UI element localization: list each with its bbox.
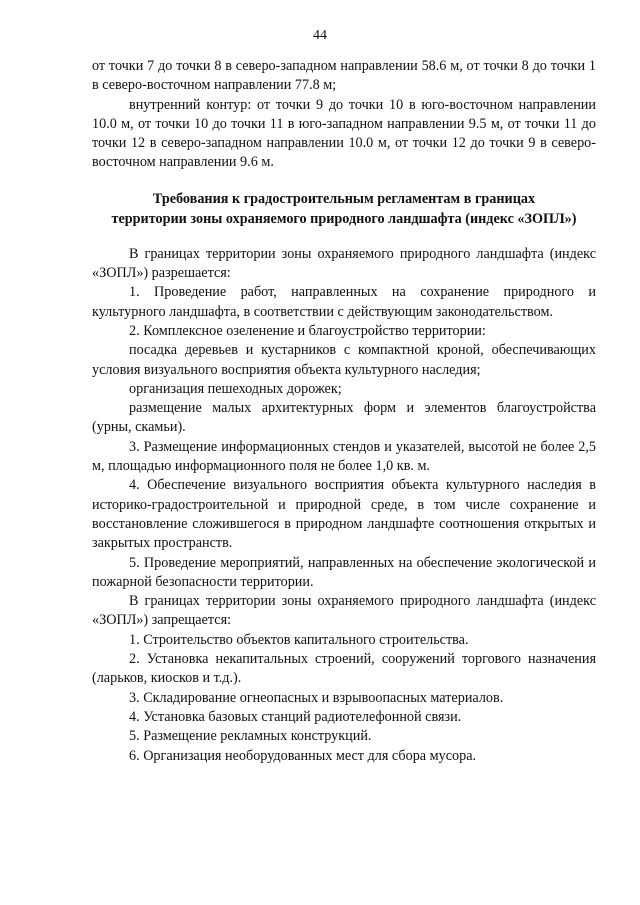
page-number: 44 <box>313 28 327 43</box>
list-item: 3. Размещение информационных стендов и указателей, высотой не более 2,5 м, площадью информационного поля не более 1,0 кв. м. <box>92 438 596 475</box>
sub-item: посадка деревьев и кустарников с компактной кроной, обеспечивающих условия визуального восприятия объекта культурного наследия; <box>92 342 596 378</box>
list-item: 1. Строительство объектов капитального строительства. <box>129 631 469 648</box>
list-item: 6. Организация необорудованных мест для сбора мусора. <box>129 747 477 764</box>
section-heading <box>92 189 596 229</box>
list-item: 1. Проведение работ, направленных на сохранение природного и культурного ландшафта, в соответствии с действующим законодательством. <box>92 284 596 320</box>
sub-item: размещение малых архитектурных форм и элементов благоустройства (урны, скамьи). <box>92 400 596 436</box>
sub-item: организация пешеходных дорожек; <box>129 380 342 397</box>
list-item: 5. Размещение рекламных конструкций. <box>129 728 372 745</box>
paragraph: внутренний контур: от точки 9 до точки 10 в юго-восточном направлении 10.0 м, от точки 10 до точки 11 в юго-западном направлении 9.5 м, от точки 11 до точки 12 в северо-западном направлении 10.0 м, от точки 12 до точки 9 в северо-восточном направлении 9.6 м. <box>92 96 596 171</box>
paragraph: В границах территории зоны охраняемого природного ландшафта (индекс «ЗОПЛ») запрещается: <box>92 593 596 629</box>
paragraph: от точки 7 до точки 8 в северо-западном направлении 58.6 м, от точки 8 до точки 1 в северо-восточном направлении 77.8 м; <box>92 58 596 94</box>
list-item: 5. Проведение мероприятий, направленных на обеспечение экологической и пожарной безопасности территории. <box>92 554 596 590</box>
heading-line: Требования к градостроительным регламентам в границах <box>152 190 536 207</box>
list-item: 2. Комплексное озеленение и благоустройство территории: <box>129 322 486 339</box>
list-item: 4. Установка базовых станций радиотелефонной связи. <box>129 708 462 725</box>
paragraph: В границах территории зоны охраняемого природного ландшафта (индекс «ЗОПЛ») разрешается: <box>92 245 596 282</box>
list-item: 2. Установка некапитальных строений, сооружений торгового назначения (ларьков, киосков и т.д.). <box>92 651 596 687</box>
list-item: 4. Обеспечение визуального восприятия объекта культурного наследия в историко-градостроительной и природной среде, в том числе сохранение и восстановление сложившегося в природном ландшафте соотношения открытых и закрытых пространств. <box>92 477 596 552</box>
document-body <box>92 57 596 766</box>
heading-line: территории зоны охраняемого природного ландшафта (индекс «ЗОПЛ») <box>111 210 577 227</box>
list-item: 3. Складирование огнеопасных и взрывоопасных материалов. <box>129 689 504 706</box>
